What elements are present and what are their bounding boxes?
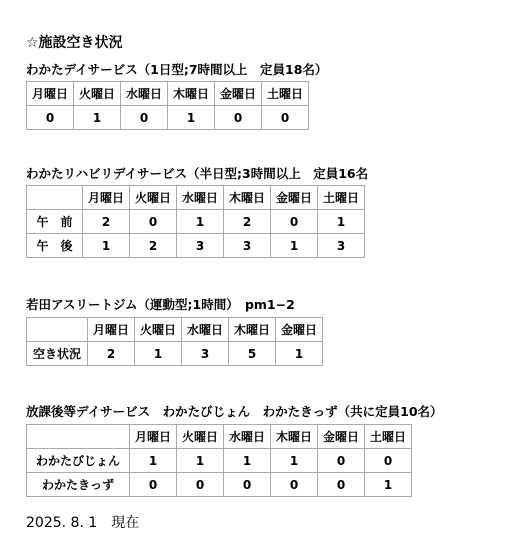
- column-header: 水曜日: [182, 318, 229, 342]
- table-cell: 3: [224, 234, 271, 258]
- table-cell: 1: [135, 342, 182, 366]
- column-header: 土曜日: [262, 82, 309, 106]
- section-title-day-service: わかたデイサービス（1日型;7時間以上 定員18名）: [26, 62, 328, 77]
- table-row: [27, 473, 412, 497]
- column-header: 金曜日: [276, 318, 323, 342]
- table-cell: 1: [168, 106, 215, 130]
- table-athlete-gym: [26, 317, 323, 366]
- table-cell: 1: [177, 449, 224, 473]
- table-header-row: [27, 82, 309, 106]
- column-header: 金曜日: [215, 82, 262, 106]
- table-cell: 2: [130, 234, 177, 258]
- table-cell: 2: [83, 210, 130, 234]
- table-cell: 3: [177, 234, 224, 258]
- row-header: 空き状況: [27, 342, 88, 366]
- table-row: [27, 210, 365, 234]
- column-header: 土曜日: [318, 186, 365, 210]
- column-header: [27, 186, 83, 210]
- column-header: 水曜日: [121, 82, 168, 106]
- table-cell: 2: [88, 342, 135, 366]
- table-cell: 1: [318, 210, 365, 234]
- column-header: 木曜日: [229, 318, 276, 342]
- section-title-rehab-day-service: わかたリハビリデイサービス（半日型;3時間以上 定員16名: [26, 166, 369, 181]
- column-header: 土曜日: [365, 425, 412, 449]
- table-cell: 0: [215, 106, 262, 130]
- column-header: 金曜日: [318, 425, 365, 449]
- table-header-row: [27, 425, 412, 449]
- row-header: 午 後: [27, 234, 83, 258]
- table-cell: 0: [262, 106, 309, 130]
- table-cell: 0: [130, 473, 177, 497]
- table-cell: 0: [318, 449, 365, 473]
- column-header: [27, 318, 88, 342]
- column-header: 水曜日: [177, 186, 224, 210]
- table-cell: 1: [365, 473, 412, 497]
- table-cell: 0: [365, 449, 412, 473]
- column-header: 金曜日: [271, 186, 318, 210]
- column-header: 月曜日: [27, 82, 74, 106]
- table-cell: 3: [182, 342, 229, 366]
- column-header: 火曜日: [130, 186, 177, 210]
- table-row: [27, 106, 309, 130]
- table-cell: 0: [27, 106, 74, 130]
- table-cell: 1: [83, 234, 130, 258]
- table-rehab-day-service: [26, 185, 365, 258]
- column-header: 木曜日: [271, 425, 318, 449]
- table-cell: 1: [271, 449, 318, 473]
- section-title-after-school: 放課後等デイサービス わかたびじょん わかたきっず（共に定員10名）: [26, 404, 443, 419]
- column-header: [27, 425, 130, 449]
- table-cell: 1: [130, 449, 177, 473]
- table-row: [27, 449, 412, 473]
- table-header-row: [27, 186, 365, 210]
- column-header: 月曜日: [88, 318, 135, 342]
- table-cell: 5: [229, 342, 276, 366]
- table-cell: 0: [271, 210, 318, 234]
- table-header-row: [27, 318, 323, 342]
- table-cell: 0: [271, 473, 318, 497]
- section-title-athlete-gym: 若田アスリートジム（運動型;1時間） pm1−2: [26, 297, 295, 312]
- table-day-service: [26, 81, 309, 130]
- table-cell: 1: [276, 342, 323, 366]
- table-after-school: [26, 424, 412, 497]
- page-title: ☆施設空き状況: [26, 35, 123, 51]
- table-row: [27, 342, 323, 366]
- table-cell: 0: [224, 473, 271, 497]
- column-header: 火曜日: [177, 425, 224, 449]
- table-cell: 1: [177, 210, 224, 234]
- table-cell: 0: [121, 106, 168, 130]
- table-cell: 1: [224, 449, 271, 473]
- table-cell: 0: [130, 210, 177, 234]
- column-header: 火曜日: [135, 318, 182, 342]
- column-header: 木曜日: [168, 82, 215, 106]
- table-cell: 0: [318, 473, 365, 497]
- table-cell: 3: [318, 234, 365, 258]
- row-header: 午 前: [27, 210, 83, 234]
- column-header: 火曜日: [74, 82, 121, 106]
- table-cell: 0: [177, 473, 224, 497]
- column-header: 水曜日: [224, 425, 271, 449]
- as-of-date: 2025. 8. 1 現在: [26, 515, 140, 531]
- table-cell: 1: [271, 234, 318, 258]
- table-cell: 2: [224, 210, 271, 234]
- column-header: 木曜日: [224, 186, 271, 210]
- column-header: 月曜日: [130, 425, 177, 449]
- table-cell: 1: [74, 106, 121, 130]
- column-header: 月曜日: [83, 186, 130, 210]
- row-header: わかたきっず: [27, 473, 130, 497]
- row-header: わかたびじょん: [27, 449, 130, 473]
- table-row: [27, 234, 365, 258]
